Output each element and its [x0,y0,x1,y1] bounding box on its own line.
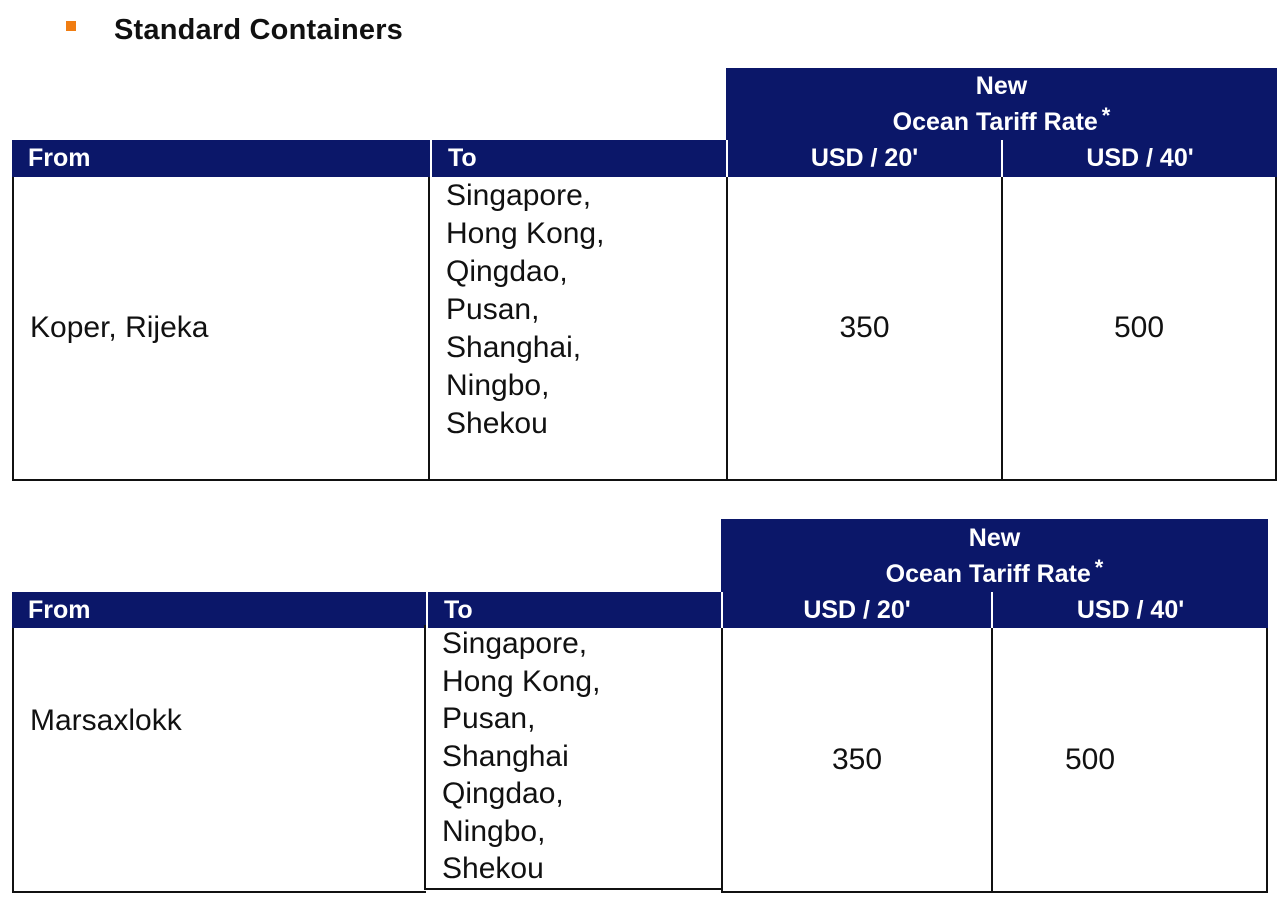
rate-header-line2 [886,556,1104,592]
col-header-usd20: USD / 20' [721,592,991,628]
destination: Shanghai, [446,331,582,364]
section-title: Standard Containers [114,13,404,46]
destination: Pusan, [442,702,536,735]
cell-usd20: 350 [721,628,991,893]
col-header-from: From [28,595,91,624]
destination: Hong Kong, [442,664,601,698]
destination: Pusan, [446,293,540,326]
cell-usd20: 350 [726,177,1001,481]
destination: Singapore, [442,627,588,660]
destination: Qingdao, [442,777,564,810]
asterisk-mark: * [1101,103,1111,128]
destination: Shanghai [442,739,569,773]
section-heading [66,10,403,50]
destination: Ningbo, [442,814,546,848]
destination: Ningbo, [446,369,550,402]
cell-usd40: 500 [991,628,1268,893]
destination: Qingdao, [446,255,568,288]
rate-header-title: Ocean Tariff Rate [885,559,1091,588]
rate-header-line2 [893,104,1111,140]
rate-header-title: Ocean Tariff Rate [892,108,1098,136]
rate-header-line1: New [968,523,1021,552]
asterisk-mark: * [1094,554,1104,580]
cell-to [424,625,721,890]
cell-from: Marsaxlokk [12,628,426,893]
rate-header [721,519,1268,592]
cell-from: Koper, Rijeka [12,177,430,481]
rate-header [726,68,1277,140]
rate-header-line1: New [975,72,1028,100]
destination: Hong Kong, [446,217,605,250]
bullet-square-icon [66,21,76,31]
col-header-from: From [28,144,91,172]
col-header-usd20: USD / 20' [726,140,1001,177]
cell-usd40: 500 [1001,177,1277,481]
col-header-usd40: USD / 40' [1001,140,1277,177]
cell-to [428,177,726,481]
col-header-usd40: USD / 40' [991,592,1268,628]
destination: Shekou [446,407,548,440]
destination: Shekou [442,852,544,885]
col-header-to: To [426,592,721,628]
col-header-to: To [430,140,726,177]
destination: Singapore, [446,179,592,212]
